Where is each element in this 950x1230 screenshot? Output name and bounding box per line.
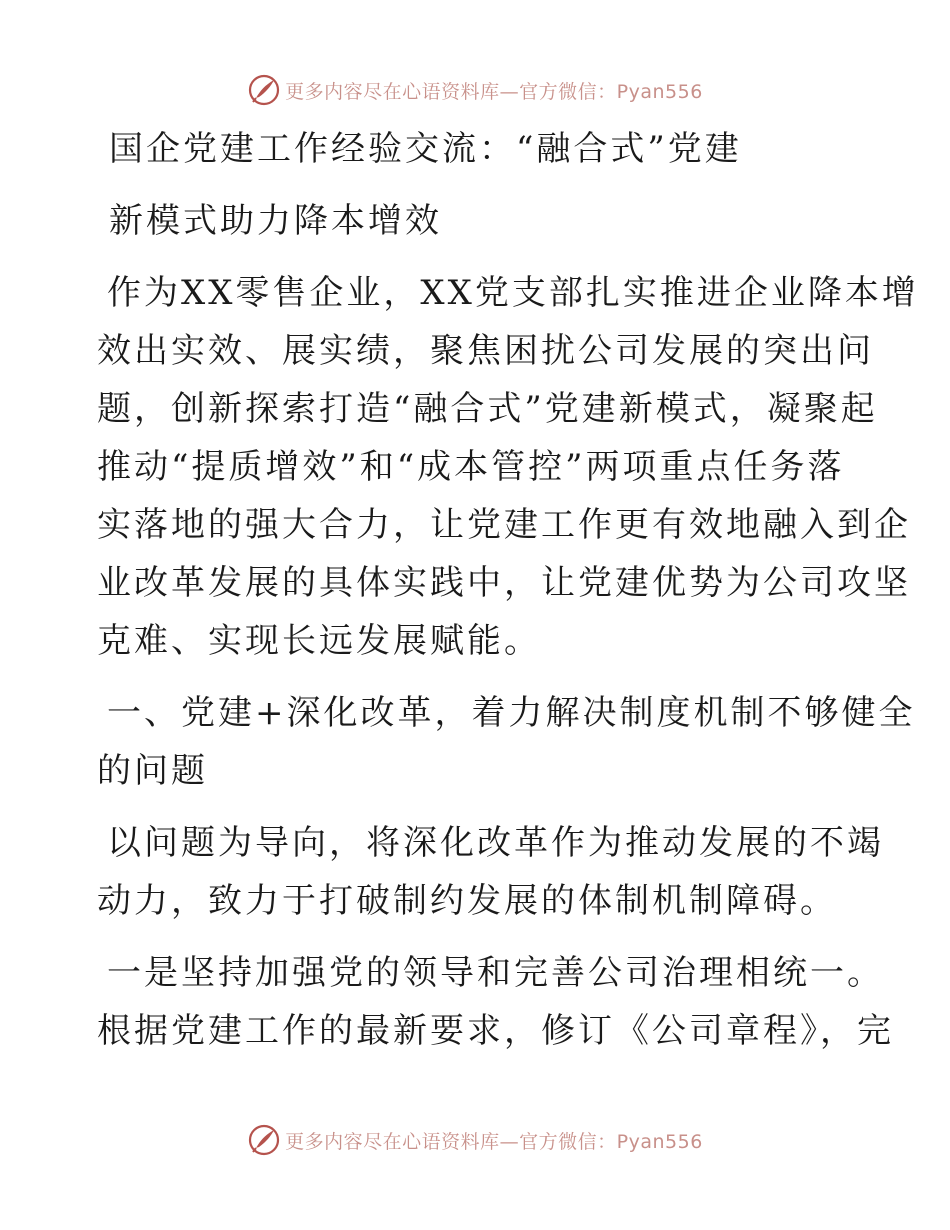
- document-title-line-2: 新模式助力降本增效: [109, 201, 442, 241]
- paragraph3-line-1: 一是坚持加强党的领导和完善公司治理相统一。: [107, 953, 884, 993]
- paragraph2-line-1: 以问题为导向，将深化改革作为推动发展的不竭: [107, 823, 884, 863]
- paragraph2-line-2: 动力，致力于打破制约发展的体制机制障碍。: [97, 881, 837, 921]
- document-title-line-1: 国企党建工作经验交流：“融合式”党建: [109, 129, 742, 169]
- intro-line-1: 作为XX零售企业，XX党支部扎实推进企业降本增: [107, 273, 919, 313]
- intro-line-6: 业改革发展的具体实践中，让党建优势为公司攻坚: [97, 563, 911, 603]
- header-watermark: [0, 70, 950, 110]
- paragraph3-line-2: 根据党建工作的最新要求，修订《公司章程》，完: [97, 1011, 894, 1051]
- watermark-site-text: 更多内容尽在心语资料库—官方微信：: [285, 80, 617, 103]
- watermark-text: [285, 1127, 703, 1154]
- quill-logo-icon: [247, 73, 281, 107]
- intro-line-3: 题，创新探索打造“融合式”党建新模式，凝聚起: [97, 389, 878, 429]
- section-heading-line-1: 一、党建+深化改革，着力解决制度机制不够健全: [107, 693, 916, 733]
- intro-line-2: 效出实效、展实绩，聚焦困扰公司发展的突出问: [97, 331, 874, 371]
- watermark-text: [285, 77, 703, 104]
- footer-watermark: [0, 1120, 950, 1160]
- watermark-wechat-id: Pyan556: [616, 1130, 703, 1153]
- watermark-wechat-id: Pyan556: [616, 80, 703, 103]
- section-heading-line-2: 的问题: [97, 751, 208, 791]
- intro-line-4: 推动“提质增效”和“成本管控”两项重点任务落: [97, 447, 845, 487]
- intro-line-5: 实落地的强大合力，让党建工作更有效地融入到企: [97, 505, 911, 545]
- watermark-site-text: 更多内容尽在心语资料库—官方微信：: [285, 1130, 617, 1153]
- document-body: [97, 120, 919, 1060]
- intro-line-7: 克难、实现长远发展赋能。: [97, 621, 541, 661]
- quill-logo-icon: [247, 1123, 281, 1157]
